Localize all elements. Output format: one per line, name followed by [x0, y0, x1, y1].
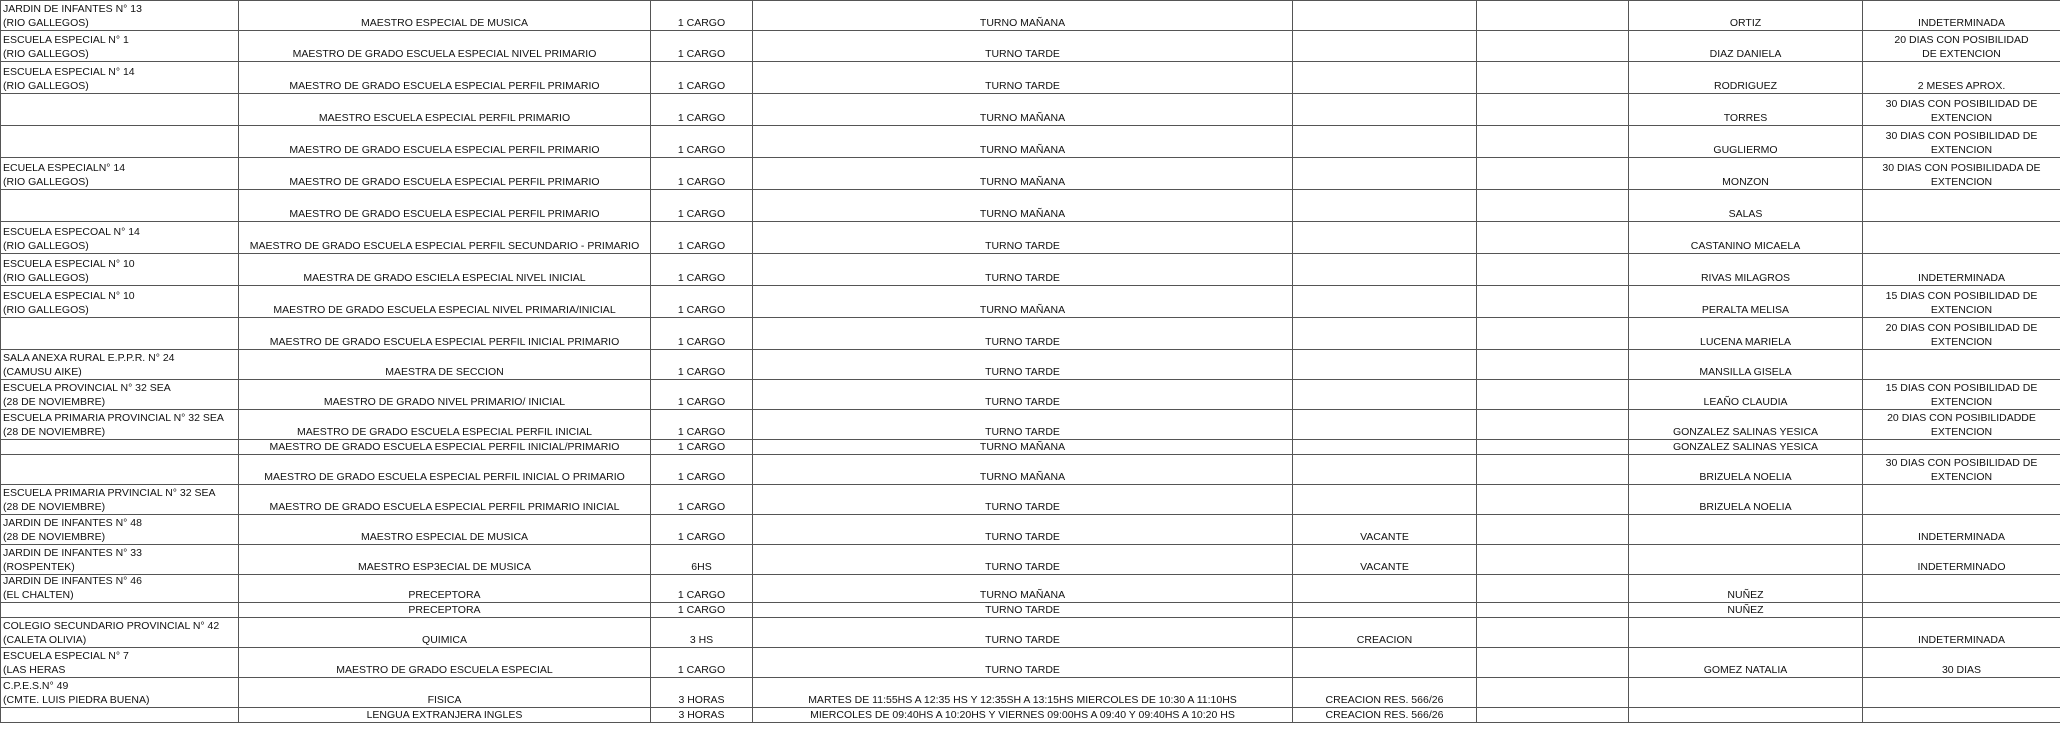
table-row — [1, 485, 2060, 515]
duration-cell: 15 DIAS CON POSIBILIDAD DE EXTENCION — [1863, 286, 2060, 318]
status-cell: CREACION — [1293, 618, 1477, 648]
holder-cell: RODRIGUEZ — [1629, 62, 1863, 94]
table-row — [1, 515, 2060, 545]
schedule-cell: TURNO TARDE — [753, 31, 1293, 62]
amount-cell: 1 CARGO — [651, 1, 753, 31]
holder-cell: MANSILLA GISELA — [1629, 350, 1863, 380]
amount-cell: 1 CARGO — [651, 62, 753, 94]
extra-cell — [1477, 455, 1629, 485]
table-row — [1, 126, 2060, 158]
school-cell: SALA ANEXA RURAL E.P.P.R. N° 24 (CAMUSU AIKE) — [1, 350, 239, 380]
duration-cell — [1863, 440, 2060, 455]
extra-cell — [1477, 62, 1629, 94]
amount-cell: 1 CARGO — [651, 254, 753, 286]
schedule-cell: TURNO MAÑANA — [753, 1, 1293, 31]
amount-cell: 3 HORAS — [651, 678, 753, 708]
holder-cell: PERALTA MELISA — [1629, 286, 1863, 318]
table-row — [1, 62, 2060, 94]
holder-cell — [1629, 515, 1863, 545]
amount-cell: 6HS — [651, 545, 753, 575]
duration-cell: 20 DIAS CON POSIBILIDAD DE EXTENCION — [1863, 31, 2060, 62]
table-row — [1, 94, 2060, 126]
extra-cell — [1477, 678, 1629, 708]
holder-cell — [1629, 708, 1863, 723]
schedule-cell: TURNO MAÑANA — [753, 190, 1293, 222]
table-row — [1, 190, 2060, 222]
status-cell: CREACION RES. 566/26 — [1293, 708, 1477, 723]
extra-cell — [1477, 618, 1629, 648]
amount-cell: 1 CARGO — [651, 126, 753, 158]
amount-cell: 1 CARGO — [651, 648, 753, 678]
position-cell: MAESTRO DE GRADO ESCUELA ESPECIAL PERFIL INICIAL O PRIMARIO — [239, 455, 651, 485]
holder-cell — [1629, 678, 1863, 708]
schedule-cell: TURNO TARDE — [753, 515, 1293, 545]
position-cell: MAESTRO DE GRADO ESCUELA ESPECIAL NIVEL PRIMARIO — [239, 31, 651, 62]
duration-cell — [1863, 678, 2060, 708]
position-cell: MAESTRO DE GRADO ESCUELA ESPECIAL NIVEL PRIMARIA/INICIAL — [239, 286, 651, 318]
position-cell: MAESTRO DE GRADO ESCUELA ESPECIAL PERFIL PRIMARIO — [239, 126, 651, 158]
status-cell — [1293, 94, 1477, 126]
extra-cell — [1477, 254, 1629, 286]
duration-cell: 30 DIAS CON POSIBILIDAD DE EXTENCION — [1863, 126, 2060, 158]
school-cell: ESCUELA ESPECIAL N° 1 (RIO GALLEGOS) — [1, 31, 239, 62]
table-row — [1, 222, 2060, 254]
amount-cell: 1 CARGO — [651, 350, 753, 380]
amount-cell: 1 CARGO — [651, 380, 753, 410]
table-row — [1, 254, 2060, 286]
amount-cell: 1 CARGO — [651, 455, 753, 485]
extra-cell — [1477, 515, 1629, 545]
status-cell — [1293, 575, 1477, 603]
extra-cell — [1477, 575, 1629, 603]
duration-cell: 20 DIAS CON POSIBILIDADDE EXTENCION — [1863, 410, 2060, 440]
position-cell: FISICA — [239, 678, 651, 708]
school-cell: JARDIN DE INFANTES N° 33 (ROSPENTEK) — [1, 545, 239, 575]
duration-cell: 15 DIAS CON POSIBILIDAD DE EXTENCION — [1863, 380, 2060, 410]
amount-cell: 1 CARGO — [651, 515, 753, 545]
table-row — [1, 618, 2060, 648]
position-cell: MAESTRO DE GRADO ESCUELA ESPECIAL PERFIL SECUNDARIO - PRIMARIO — [239, 222, 651, 254]
position-cell: LENGUA EXTRANJERA INGLES — [239, 708, 651, 723]
extra-cell — [1477, 286, 1629, 318]
amount-cell: 1 CARGO — [651, 190, 753, 222]
position-cell: MAESTRA DE SECCION — [239, 350, 651, 380]
schedule-cell: TURNO TARDE — [753, 222, 1293, 254]
extra-cell — [1477, 380, 1629, 410]
status-cell — [1293, 603, 1477, 618]
position-cell: MAESTRO ESCUELA ESPECIAL PERFIL PRIMARIO — [239, 94, 651, 126]
school-cell — [1, 603, 239, 618]
extra-cell — [1477, 708, 1629, 723]
status-cell — [1293, 286, 1477, 318]
duration-cell: 30 DIAS CON POSIBILIDAD DE EXTENCION — [1863, 455, 2060, 485]
holder-cell: MONZON — [1629, 158, 1863, 190]
duration-cell: 20 DIAS CON POSIBILIDAD DE EXTENCION — [1863, 318, 2060, 350]
duration-cell — [1863, 222, 2060, 254]
extra-cell — [1477, 222, 1629, 254]
position-cell: MAESTRO DE GRADO ESCUELA ESPECIAL PERFIL PRIMARIO INICIAL — [239, 485, 651, 515]
extra-cell — [1477, 318, 1629, 350]
table-row — [1, 318, 2060, 350]
school-cell: ESCUELA ESPECIAL N° 7 (LAS HERAS — [1, 648, 239, 678]
schedule-cell: TURNO MAÑANA — [753, 575, 1293, 603]
position-cell: MAESTRA DE GRADO ESCIELA ESPECIAL NIVEL INICIAL — [239, 254, 651, 286]
holder-cell: GOMEZ NATALIA — [1629, 648, 1863, 678]
school-cell — [1, 94, 239, 126]
duration-cell: 2 MESES APROX. — [1863, 62, 2060, 94]
holder-cell: RIVAS MILAGROS — [1629, 254, 1863, 286]
holder-cell: SALAS — [1629, 190, 1863, 222]
schedule-cell: TURNO MAÑANA — [753, 94, 1293, 126]
school-cell: ESCUELA PROVINCIAL N° 32 SEA (28 DE NOVIEMBRE) — [1, 380, 239, 410]
school-cell: ESCUELA ESPECOAL N° 14 (RIO GALLEGOS) — [1, 222, 239, 254]
school-cell: ESCUELA ESPECIAL N° 10 (RIO GALLEGOS) — [1, 286, 239, 318]
status-cell — [1293, 1, 1477, 31]
school-cell — [1, 708, 239, 723]
position-cell: MAESTRO DE GRADO ESCUELA ESPECIAL PERFIL INICIAL PRIMARIO — [239, 318, 651, 350]
schedule-cell: TURNO TARDE — [753, 254, 1293, 286]
extra-cell — [1477, 158, 1629, 190]
holder-cell: NUÑEZ — [1629, 603, 1863, 618]
table-row — [1, 603, 2060, 618]
schedule-cell: TURNO TARDE — [753, 603, 1293, 618]
table-row — [1, 648, 2060, 678]
status-cell — [1293, 648, 1477, 678]
position-cell: MAESTRO DE GRADO ESCUELA ESPECIAL PERFIL PRIMARIO — [239, 190, 651, 222]
position-cell: MAESTRO DE GRADO ESCUELA ESPECIAL PERFIL PRIMARIO — [239, 62, 651, 94]
position-cell: MAESTRO ESP3ECIAL DE MUSICA — [239, 545, 651, 575]
school-cell — [1, 318, 239, 350]
amount-cell: 1 CARGO — [651, 485, 753, 515]
extra-cell — [1477, 440, 1629, 455]
holder-cell: ORTIZ — [1629, 1, 1863, 31]
position-cell: MAESTRO ESPECIAL DE MUSICA — [239, 515, 651, 545]
table-row — [1, 380, 2060, 410]
school-cell — [1, 455, 239, 485]
table-row — [1, 1, 2060, 31]
school-cell: COLEGIO SECUNDARIO PROVINCIAL N° 42 (CALETA OLIVIA) — [1, 618, 239, 648]
amount-cell: 1 CARGO — [651, 440, 753, 455]
position-cell: QUIMICA — [239, 618, 651, 648]
holder-cell: LUCENA MARIELA — [1629, 318, 1863, 350]
amount-cell: 1 CARGO — [651, 410, 753, 440]
status-cell: VACANTE — [1293, 515, 1477, 545]
extra-cell — [1477, 603, 1629, 618]
amount-cell: 3 HS — [651, 618, 753, 648]
duration-cell: INDETERMINADA — [1863, 254, 2060, 286]
duration-cell — [1863, 190, 2060, 222]
schedule-cell: TURNO TARDE — [753, 62, 1293, 94]
school-cell — [1, 190, 239, 222]
table-row — [1, 440, 2060, 455]
table-row — [1, 286, 2060, 318]
duration-cell — [1863, 575, 2060, 603]
schedule-cell: TURNO TARDE — [753, 485, 1293, 515]
duration-cell — [1863, 603, 2060, 618]
amount-cell: 1 CARGO — [651, 158, 753, 190]
school-cell: JARDIN DE INFANTES N° 46 (EL CHALTEN) — [1, 575, 239, 603]
schedule-cell: TURNO MAÑANA — [753, 158, 1293, 190]
position-cell: MAESTRO DE GRADO ESCUELA ESPECIAL — [239, 648, 651, 678]
position-cell: PRECEPTORA — [239, 575, 651, 603]
duration-cell: INDETERMINADA — [1863, 515, 2060, 545]
amount-cell: 1 CARGO — [651, 222, 753, 254]
table-row — [1, 545, 2060, 575]
status-cell — [1293, 485, 1477, 515]
duration-cell: 30 DIAS — [1863, 648, 2060, 678]
table-row — [1, 678, 2060, 708]
position-cell: MAESTRO DE GRADO NIVEL PRIMARIO/ INICIAL — [239, 380, 651, 410]
status-cell — [1293, 350, 1477, 380]
extra-cell — [1477, 126, 1629, 158]
duration-cell: INDETERMINADO — [1863, 545, 2060, 575]
school-cell: ECUELA ESPECIALN° 14 (RIO GALLEGOS) — [1, 158, 239, 190]
duration-cell — [1863, 350, 2060, 380]
status-cell: VACANTE — [1293, 545, 1477, 575]
amount-cell: 1 CARGO — [651, 31, 753, 62]
holder-cell: DIAZ DANIELA — [1629, 31, 1863, 62]
holder-cell — [1629, 618, 1863, 648]
amount-cell: 1 CARGO — [651, 286, 753, 318]
holder-cell: CASTANINO MICAELA — [1629, 222, 1863, 254]
position-cell: MAESTRO DE GRADO ESCUELA ESPECIAL PERFIL INICIAL/PRIMARIO — [239, 440, 651, 455]
schedule-cell: TURNO TARDE — [753, 618, 1293, 648]
table-body — [1, 1, 2060, 723]
status-cell — [1293, 126, 1477, 158]
schedule-cell: TURNO TARDE — [753, 545, 1293, 575]
schedule-cell: TURNO MAÑANA — [753, 126, 1293, 158]
status-cell — [1293, 380, 1477, 410]
schedule-cell: TURNO MAÑANA — [753, 455, 1293, 485]
school-cell: ESCUELA PRIMARIA PRVINCIAL N° 32 SEA (28 DE NOVIEMBRE) — [1, 485, 239, 515]
extra-cell — [1477, 190, 1629, 222]
amount-cell: 1 CARGO — [651, 318, 753, 350]
holder-cell: LEAÑO CLAUDIA — [1629, 380, 1863, 410]
duration-cell: INDETERMINADA — [1863, 1, 2060, 31]
table-row — [1, 350, 2060, 380]
holder-cell — [1629, 545, 1863, 575]
schedule-cell: MIERCOLES DE 09:40HS A 10:20HS Y VIERNES 09:00HS A 09:40 Y 09:40HS A 10:20 HS — [753, 708, 1293, 723]
holder-cell: GONZALEZ SALINAS YESICA — [1629, 440, 1863, 455]
school-cell: ESCUELA ESPECIAL N° 10 (RIO GALLEGOS) — [1, 254, 239, 286]
holder-cell: TORRES — [1629, 94, 1863, 126]
holder-cell: GONZALEZ SALINAS YESICA — [1629, 410, 1863, 440]
extra-cell — [1477, 94, 1629, 126]
school-cell: JARDIN DE INFANTES N° 13 (RIO GALLEGOS) — [1, 1, 239, 31]
school-cell: C.P.E.S.N° 49 (CMTE. LUIS PIEDRA BUENA) — [1, 678, 239, 708]
amount-cell: 1 CARGO — [651, 94, 753, 126]
schedule-cell: TURNO MAÑANA — [753, 286, 1293, 318]
position-cell: MAESTRO DE GRADO ESCUELA ESPECIAL PERFIL PRIMARIO — [239, 158, 651, 190]
amount-cell: 3 HORAS — [651, 708, 753, 723]
status-cell — [1293, 190, 1477, 222]
schedule-cell: TURNO TARDE — [753, 648, 1293, 678]
amount-cell: 1 CARGO — [651, 575, 753, 603]
status-cell — [1293, 222, 1477, 254]
schedule-cell: TURNO MAÑANA — [753, 440, 1293, 455]
table-row — [1, 708, 2060, 723]
duration-cell — [1863, 485, 2060, 515]
status-cell — [1293, 254, 1477, 286]
extra-cell — [1477, 1, 1629, 31]
status-cell — [1293, 410, 1477, 440]
holder-cell: BRIZUELA NOELIA — [1629, 485, 1863, 515]
position-cell: MAESTRO DE GRADO ESCUELA ESPECIAL PERFIL INICIAL — [239, 410, 651, 440]
position-cell: PRECEPTORA — [239, 603, 651, 618]
table-row — [1, 455, 2060, 485]
holder-cell: GUGLIERMO — [1629, 126, 1863, 158]
status-cell — [1293, 455, 1477, 485]
table-row — [1, 410, 2060, 440]
status-cell: CREACION RES. 566/26 — [1293, 678, 1477, 708]
schedule-cell: TURNO TARDE — [753, 410, 1293, 440]
holder-cell: NUÑEZ — [1629, 575, 1863, 603]
status-cell — [1293, 440, 1477, 455]
duration-cell: 30 DIAS CON POSIBILIDAD DE EXTENCION — [1863, 94, 2060, 126]
table-row — [1, 31, 2060, 62]
extra-cell — [1477, 648, 1629, 678]
status-cell — [1293, 318, 1477, 350]
schedule-cell: TURNO TARDE — [753, 318, 1293, 350]
schedule-cell: TURNO TARDE — [753, 350, 1293, 380]
amount-cell: 1 CARGO — [651, 603, 753, 618]
extra-cell — [1477, 545, 1629, 575]
position-cell: MAESTRO ESPECIAL DE MUSICA — [239, 1, 651, 31]
duration-cell: 30 DIAS CON POSIBILIDADA DE EXTENCION — [1863, 158, 2060, 190]
extra-cell — [1477, 31, 1629, 62]
school-cell: ESCUELA PRIMARIA PROVINCIAL N° 32 SEA (28 DE NOVIEMBRE) — [1, 410, 239, 440]
schedule-cell: MARTES DE 11:55HS A 12:35 HS Y 12:35SH A 13:15HS MIERCOLES DE 10:30 A 11:10HS — [753, 678, 1293, 708]
holder-cell: BRIZUELA NOELIA — [1629, 455, 1863, 485]
school-cell — [1, 440, 239, 455]
table-row — [1, 575, 2060, 603]
status-cell — [1293, 158, 1477, 190]
status-cell — [1293, 62, 1477, 94]
duration-cell: INDETERMINADA — [1863, 618, 2060, 648]
school-cell — [1, 126, 239, 158]
extra-cell — [1477, 350, 1629, 380]
status-cell — [1293, 31, 1477, 62]
schedule-cell: TURNO TARDE — [753, 380, 1293, 410]
school-cell: ESCUELA ESPECIAL N° 14 (RIO GALLEGOS) — [1, 62, 239, 94]
school-cell: JARDIN DE INFANTES N° 48 (28 DE NOVIEMBRE) — [1, 515, 239, 545]
table-row — [1, 158, 2060, 190]
duration-cell — [1863, 708, 2060, 723]
extra-cell — [1477, 410, 1629, 440]
extra-cell — [1477, 485, 1629, 515]
